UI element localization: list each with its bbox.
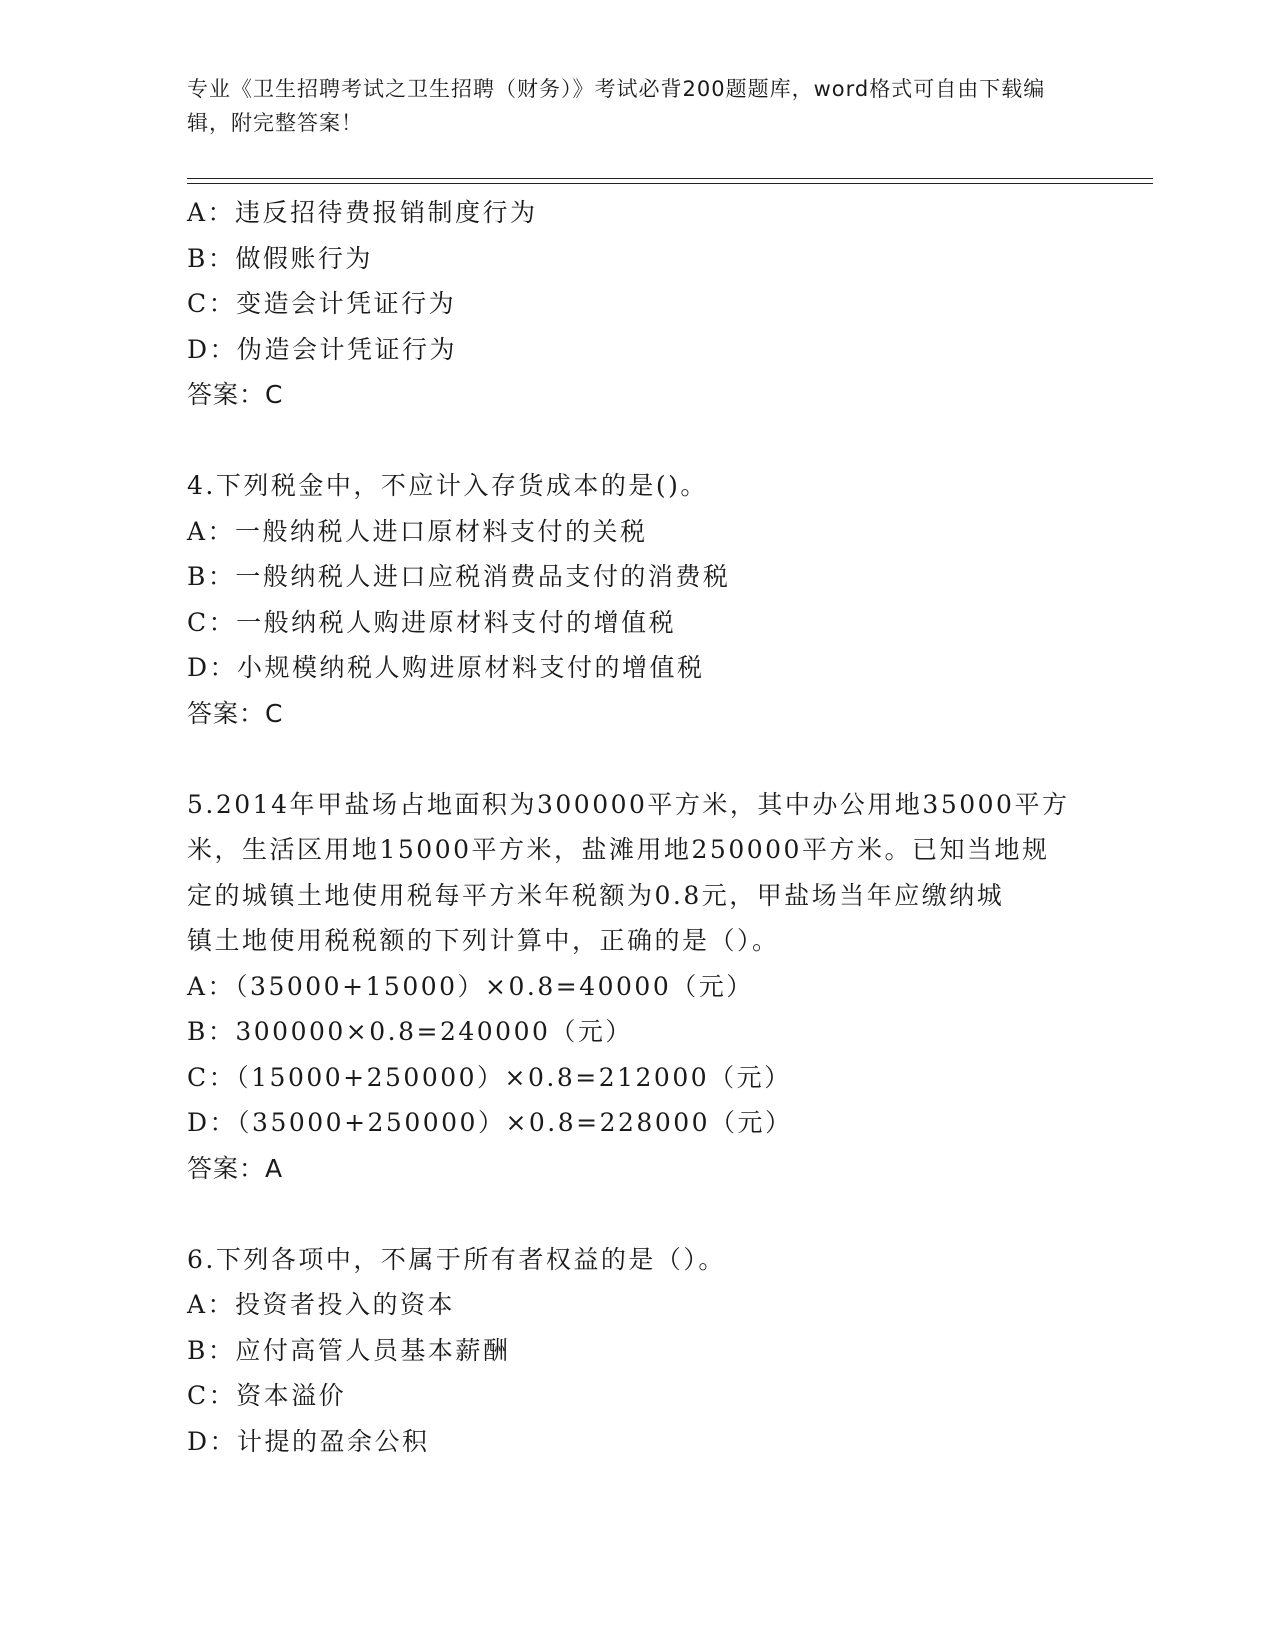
option-a: A：（35000+15000）×0.8=40000（元） — [187, 971, 754, 1001]
option-b: B：300000×0.8=240000（元） — [187, 1017, 633, 1046]
spacer — [187, 418, 1087, 464]
option-c: C：（15000+250000）×0.8=212000（元） — [187, 1062, 792, 1092]
question-block-5 — [187, 782, 1087, 1192]
option-b: B：做假账行为 — [187, 243, 373, 273]
document-header — [187, 72, 1067, 140]
answer: 答案：C — [187, 380, 284, 409]
option-a: A：一般纳税人进口原材料支付的关税 — [187, 516, 648, 546]
option-d: D：计提的盈余公积 — [187, 1426, 430, 1456]
option-a: A：违反招待费报销制度行为 — [187, 198, 538, 227]
answer: 答案：A — [187, 1153, 284, 1183]
option-d: D：小规模纳税人购进原材料支付的增值税 — [187, 653, 705, 682]
question-text-line-3: 定的城镇土地使用税每平方米年税额为0.8元，甲盐场当年应缴纳城 — [187, 880, 1005, 910]
option-d: D：伪造会计凭证行为 — [187, 334, 458, 364]
spacer — [187, 1191, 1087, 1237]
question-list — [187, 190, 1087, 1464]
option-c: C：变造会计凭证行为 — [187, 289, 457, 318]
question-text: 6.下列各项中，不属于所有者权益的是（）。 — [187, 1244, 726, 1274]
question-text-line-1: 5.2014年甲盐场占地面积为300000平方米，其中办公用地35000平方 — [187, 789, 1070, 819]
option-c: C：一般纳税人购进原材料支付的增值税 — [187, 607, 677, 637]
header-rule-bottom — [187, 183, 1153, 184]
question-text: 4.下列税金中，不应计入存货成本的是()。 — [187, 471, 708, 500]
answer: 答案：C — [187, 698, 284, 728]
spacer — [187, 736, 1087, 782]
header-title: 专业《卫生招聘考试之卫生招聘（财务）》考试必背200题题库，word格式可自由下载编辑，附完整答案！ — [187, 77, 1046, 135]
question-block-4 — [187, 463, 1087, 736]
option-d: D：（35000+250000）×0.8=228000（元） — [187, 1108, 793, 1137]
question-block-3 — [187, 190, 1087, 418]
question-text-line-4: 镇土地使用税税额的下列计算中，正确的是（）。 — [187, 926, 780, 955]
question-block-6 — [187, 1237, 1087, 1465]
option-b: B：应付高管人员基本薪酬 — [187, 1335, 511, 1365]
option-b: B：一般纳税人进口应税消费品支付的消费税 — [187, 562, 731, 591]
option-c: C：资本溢价 — [187, 1381, 347, 1410]
question-text-line-2: 米，生活区用地15000平方米，盐滩用地250000平方米。已知当地规 — [187, 835, 1050, 864]
header-rule-top — [187, 178, 1153, 179]
option-a: A：投资者投入的资本 — [187, 1290, 456, 1319]
